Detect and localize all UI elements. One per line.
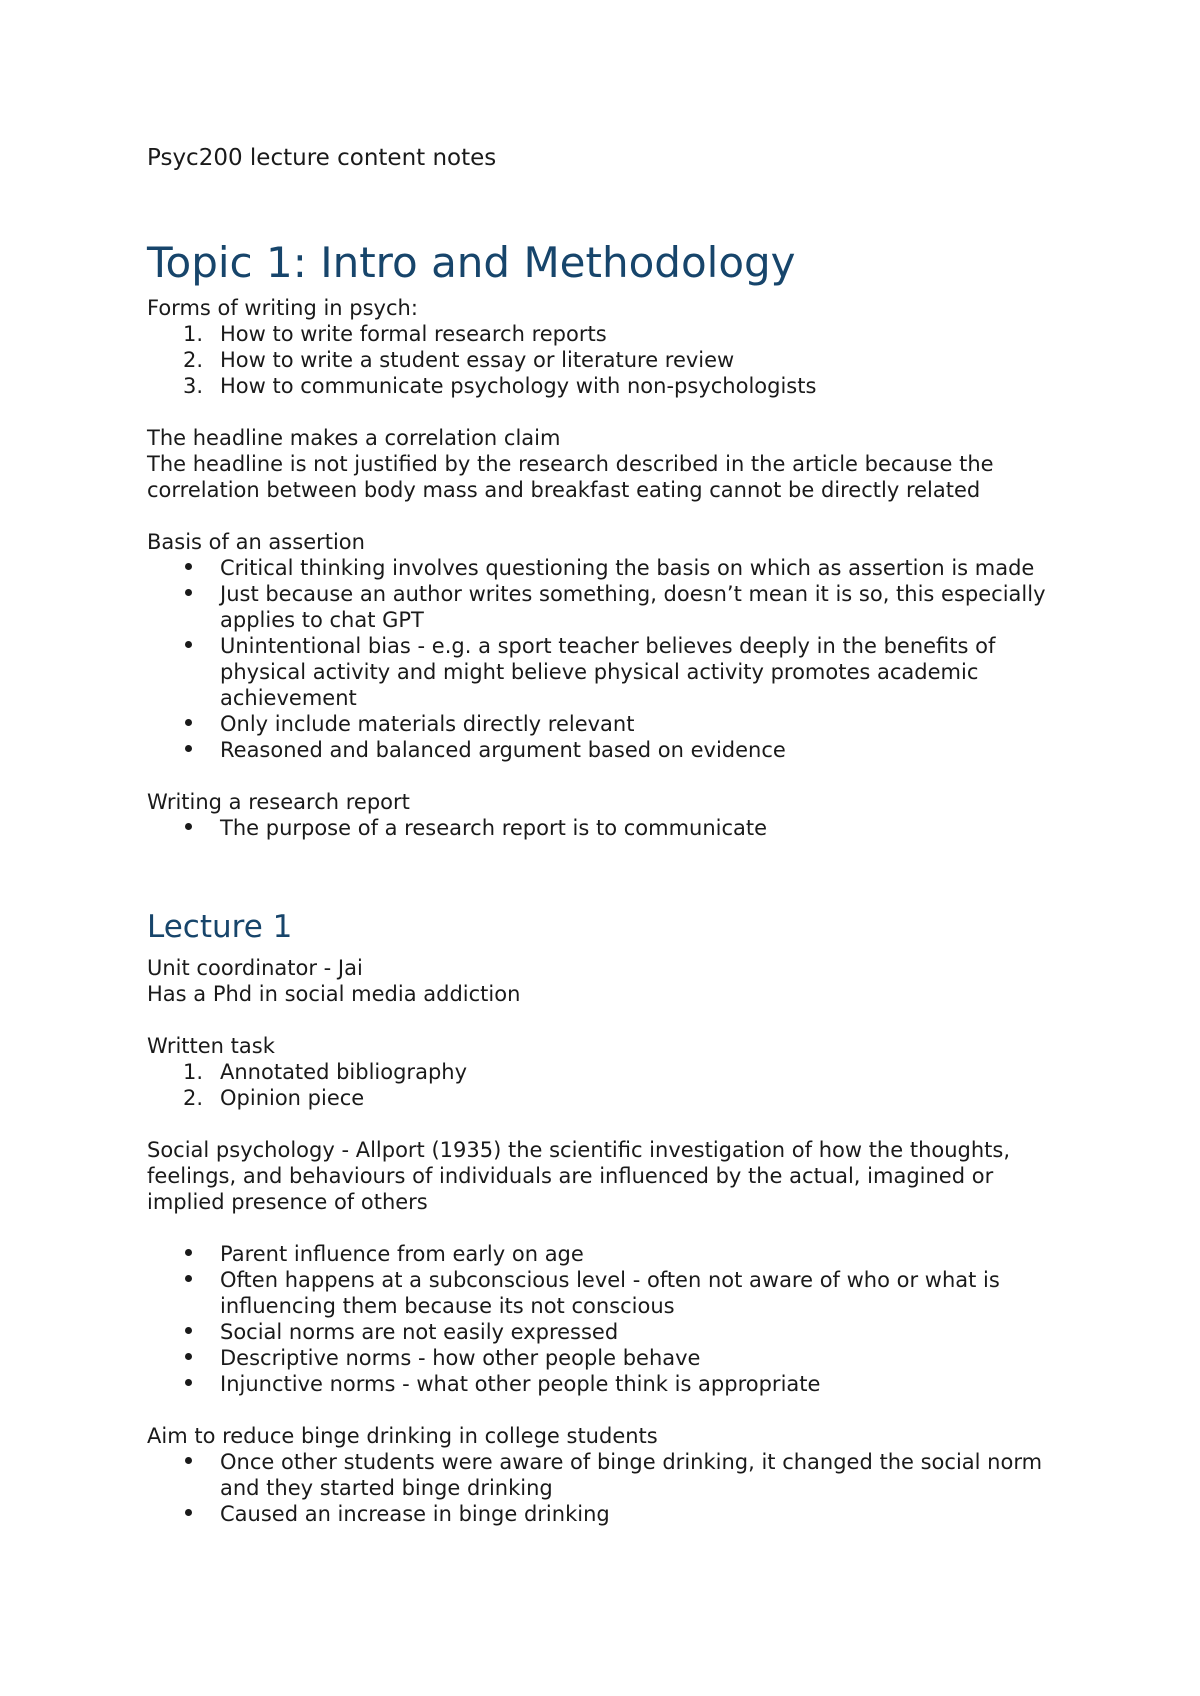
list-item xyxy=(147,347,1067,373)
list-item xyxy=(147,581,1067,633)
list-item xyxy=(147,815,1067,841)
list-item xyxy=(147,737,1067,763)
list-item-text: Caused an increase in binge drinking xyxy=(220,1502,610,1526)
list-item xyxy=(147,321,1067,347)
list-item xyxy=(147,1449,1067,1501)
list-item-text: Just because an author writes something, doesn’t mean it is so, this especially applies to chat GPT xyxy=(220,582,1046,632)
bullet-icon xyxy=(185,719,192,726)
list-item-text: The purpose of a research report is to communicate xyxy=(220,816,768,840)
list-number: 2. xyxy=(183,348,204,372)
list-item xyxy=(147,633,1067,711)
bullet-icon xyxy=(185,823,192,830)
task-list xyxy=(147,1059,1067,1111)
list-item-text: Parent influence from early on age xyxy=(220,1242,584,1266)
list-item xyxy=(147,1345,1067,1371)
bullet-icon xyxy=(185,745,192,752)
list-item-text: Injunctive norms - what other people think is appropriate xyxy=(220,1372,821,1396)
list-item-text: Annotated bibliography xyxy=(220,1060,468,1084)
list-number: 1. xyxy=(183,1060,204,1084)
list-item xyxy=(147,1085,1067,1111)
bullet-icon xyxy=(185,589,192,596)
list-item-text: How to write a student essay or literature review xyxy=(220,348,735,372)
list-item-text: Reasoned and balanced argument based on evidence xyxy=(220,738,786,762)
bullet-icon xyxy=(185,1353,192,1360)
bullet-icon xyxy=(185,1249,192,1256)
bullet-icon xyxy=(185,1509,192,1516)
list-item-text: How to write formal research reports xyxy=(220,322,607,346)
list-item xyxy=(147,373,1067,399)
list-item xyxy=(147,555,1067,581)
headline-justification: The headline is not justified by the research described in the article because the correlation between body mass and breakfast eating cannot be directly related xyxy=(147,452,994,502)
lecture-section xyxy=(147,955,1067,1527)
list-item-text: How to communicate psychology with non-psychologists xyxy=(220,374,817,398)
social-points-list xyxy=(147,1241,1067,1397)
lecture-heading: Lecture 1 xyxy=(147,909,293,945)
basis-intro: Basis of an assertion xyxy=(147,530,365,554)
topic-section xyxy=(147,295,1067,841)
list-item-text: Unintentional bias - e.g. a sport teacher believes deeply in the benefits of physical activity and might believe physical activity promotes academic achievement xyxy=(220,634,996,710)
bullet-icon xyxy=(185,641,192,648)
list-item xyxy=(147,1501,1067,1527)
list-number: 1. xyxy=(183,322,204,346)
headline-claim: The headline makes a correlation claim xyxy=(147,426,561,450)
list-number: 3. xyxy=(183,374,204,398)
list-item-text: Critical thinking involves questioning the basis on which as assertion is made xyxy=(220,556,1035,580)
list-item-text: Only include materials directly relevant xyxy=(220,712,635,736)
list-item xyxy=(147,1059,1067,1085)
document-title: Psyc200 lecture content notes xyxy=(147,145,497,171)
list-item xyxy=(147,1371,1067,1397)
report-intro: Writing a research report xyxy=(147,790,410,814)
list-item xyxy=(147,1241,1067,1267)
task-intro: Written task xyxy=(147,1034,275,1058)
bullet-icon xyxy=(185,1275,192,1282)
bullet-icon xyxy=(185,1327,192,1334)
list-item xyxy=(147,711,1067,737)
list-item xyxy=(147,1267,1067,1319)
bullet-icon xyxy=(185,563,192,570)
list-item-text: Once other students were aware of binge drinking, it changed the social norm and they started binge drinking xyxy=(220,1450,1043,1500)
bullet-icon xyxy=(185,1379,192,1386)
list-item-text: Often happens at a subconscious level - often not aware of who or what is influencing them because its not conscious xyxy=(220,1268,1000,1318)
social-psych-definition: Social psychology - Allport (1935) the scientific investigation of how the thoughts, feelings, and behaviours of individuals are influenced by the actual, imagined or implied presence of others xyxy=(147,1138,1011,1214)
list-item-text: Social norms are not easily expressed xyxy=(220,1320,619,1344)
forms-list xyxy=(147,321,1067,399)
list-number: 2. xyxy=(183,1086,204,1110)
binge-list xyxy=(147,1449,1067,1527)
list-item-text: Descriptive norms - how other people behave xyxy=(220,1346,701,1370)
basis-list xyxy=(147,555,1067,763)
phd-line: Has a Phd in social media addiction xyxy=(147,982,521,1006)
bullet-icon xyxy=(185,1457,192,1464)
forms-intro: Forms of writing in psych: xyxy=(147,296,418,320)
report-list xyxy=(147,815,1067,841)
list-item-text: Opinion piece xyxy=(220,1086,365,1110)
binge-intro: Aim to reduce binge drinking in college students xyxy=(147,1424,658,1448)
coordinator-line: Unit coordinator - Jai xyxy=(147,956,363,980)
topic-heading: Topic 1: Intro and Methodology xyxy=(147,238,796,287)
list-item xyxy=(147,1319,1067,1345)
